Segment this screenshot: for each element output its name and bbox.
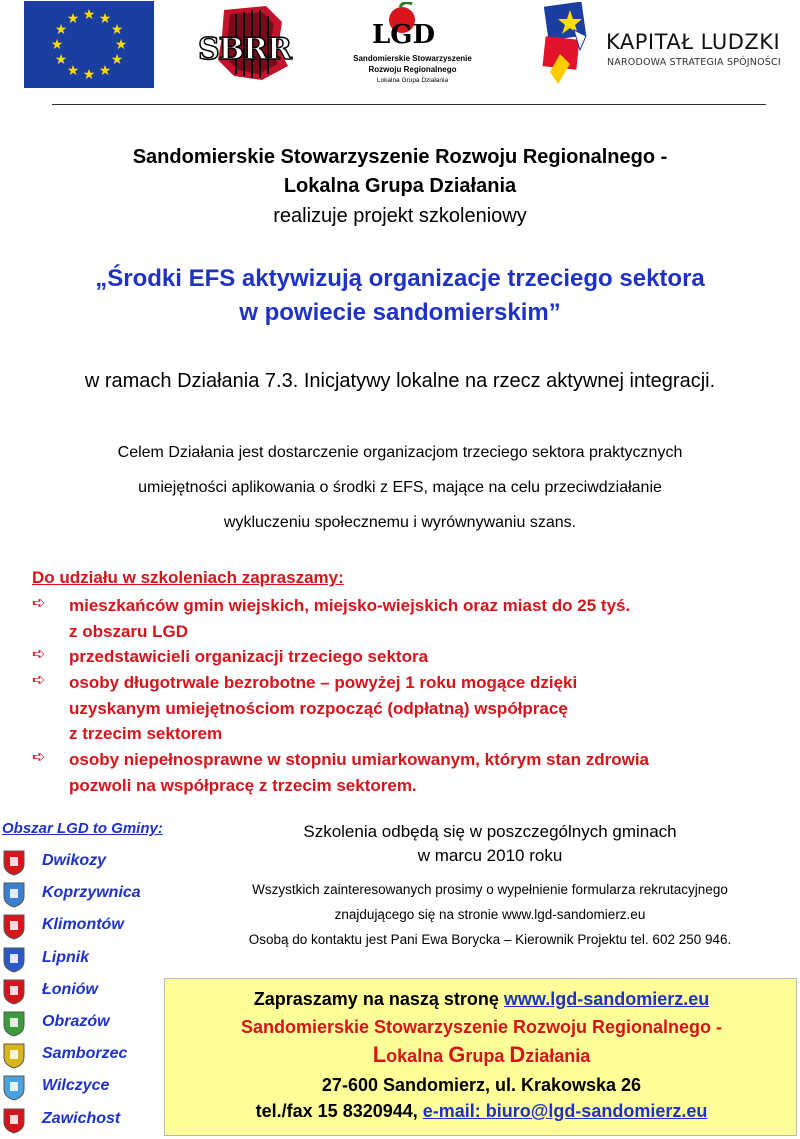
coat-of-arms-icon <box>3 947 25 973</box>
svg-text:★: ★ <box>66 63 80 79</box>
invite-item-line: pozwoli na współpracę z trzecim sektorem. <box>69 775 417 795</box>
contact-invite-text: Zapraszamy na naszą stronę <box>253 989 504 1009</box>
gmina-name: Klimontów <box>42 916 124 934</box>
lgd-word-rupa: rupa <box>465 1046 510 1066</box>
svg-text:★: ★ <box>54 22 68 38</box>
svg-text:★: ★ <box>66 11 80 27</box>
lgd-word-dzialania: ziałania <box>525 1046 591 1066</box>
org-name-line2: Lokalna Grupa Działania <box>283 175 517 197</box>
gminy-heading: Obszar LGD to Gminy: <box>2 820 163 837</box>
coat-of-arms-icon <box>3 979 25 1005</box>
gmina-name: Wilczyce <box>42 1077 110 1095</box>
arrow-right-icon: ➪ <box>32 672 46 689</box>
invite-item-line: mieszkańców gmin wiejskich, miejsko-wiejskich oraz miast do 25 tyś. <box>69 596 631 615</box>
lgd-logo <box>350 2 475 88</box>
invite-item-line: uzyskanym umiejętnościom rozpocząć (odpłatną) współpracę <box>69 698 568 718</box>
coat-of-arms-icon <box>3 1075 25 1101</box>
lgd-logo-text: LGD <box>372 20 436 50</box>
sbrr-logo-text: SBRR <box>198 32 291 67</box>
svg-text:★: ★ <box>54 52 68 68</box>
invite-item-line: osoby niepełnosprawne w stopniu umiarkowanym, którym stan zdrowia <box>69 750 650 769</box>
contact-lgd-line <box>165 1042 798 1068</box>
website-link[interactable]: www.lgd-sandomierz.eu <box>503 989 710 1009</box>
coat-of-arms-icon <box>3 914 25 940</box>
eu-flag-logo <box>24 1 154 88</box>
svg-text:★: ★ <box>50 37 64 53</box>
coat-of-arms-icon <box>3 850 25 876</box>
contact-address: 27-600 Sandomierz, ul. Krakowska 26 <box>321 1075 642 1095</box>
svg-text:★: ★ <box>110 52 124 68</box>
svg-text:★: ★ <box>114 37 128 53</box>
invite-item-line: z trzecim sektorem <box>69 724 223 743</box>
svg-text:★: ★ <box>82 7 96 23</box>
gmina-name: Samborzec <box>42 1045 128 1063</box>
svg-text:★: ★ <box>82 67 96 83</box>
project-title-line2: w powiecie sandomierskim” <box>239 299 561 326</box>
invite-item-line: przedstawicieli organizacji trzeciego sektora <box>69 647 429 666</box>
invite-item-line: z obszaru LGD <box>69 621 189 641</box>
training-line1: Szkolenia odbędą się w poszczególnych gminach <box>303 822 677 841</box>
svg-text:★: ★ <box>98 63 112 79</box>
training-line2: w marcu 2010 roku <box>417 846 563 865</box>
email-link[interactable]: e-mail: biuro@lgd-sandomierz.eu <box>422 1101 708 1121</box>
arrow-right-icon: ➪ <box>32 595 46 612</box>
svg-text:★: ★ <box>110 22 124 38</box>
coat-of-arms-icon <box>3 1011 25 1037</box>
lgd-initial-l: L <box>372 1042 387 1067</box>
gmina-name: Zawichost <box>42 1109 121 1127</box>
goal-line3: wykluczeniu społecznemu i wyrównywaniu szans. <box>223 514 577 531</box>
info-line2: znajdującego się na stronie www.lgd-sandomierz.eu <box>334 907 646 922</box>
lgd-initial-d: D <box>509 1042 526 1067</box>
realizuje-text: realizuje projekt szkoleniowy <box>273 205 527 227</box>
invite-item-line: osoby długotrwale bezrobotne – powyżej 1 roku mogące dzięki <box>69 673 578 692</box>
contact-phone: tel./fax 15 8320944, <box>255 1101 423 1121</box>
coat-of-arms-icon <box>3 1108 25 1134</box>
lgd-logo-line3: Lokalna Grupa Działania <box>376 77 449 84</box>
gmina-name: Łoniów <box>42 980 98 998</box>
lgd-logo-line1: Sandomierskie Stowarzyszenie <box>353 54 472 63</box>
project-title-line1: „Środki EFS aktywizują organizacje trzeciego sektora <box>95 265 705 292</box>
contact-phone-line <box>165 1101 798 1122</box>
kapital-ludzki-title: KAPITAŁ LUDZKI <box>606 30 781 54</box>
sbrr-logo <box>196 4 306 84</box>
header-divider <box>52 104 766 105</box>
invite-heading: Do udziału w szkoleniach zapraszamy: <box>32 568 344 587</box>
gmina-name: Koprzywnica <box>42 884 141 902</box>
arrow-right-icon: ➪ <box>32 749 46 766</box>
goal-line2: umiejętności aplikowania o środki z EFS, mające na celu przeciwdziałanie <box>138 479 662 496</box>
lgd-word-okalna: okalna <box>386 1046 449 1066</box>
action-line: w ramach Działania 7.3. Inicjatywy lokalne na rzecz aktywnej integracji. <box>84 370 716 392</box>
coat-of-arms-icon <box>3 1043 25 1069</box>
contact-box <box>164 978 797 1136</box>
contact-invite-line <box>165 989 798 1010</box>
svg-text:★: ★ <box>98 11 112 27</box>
coat-of-arms-icon <box>3 882 25 908</box>
info-line3: Osobą do kontaktu jest Pani Ewa Borycka – Kierownik Projektu tel. 602 250 946. <box>248 932 732 947</box>
goal-line1: Celem Działania jest dostarczenie organizacjom trzeciego sektora praktycznych <box>117 444 683 461</box>
contact-org-line: Sandomierskie Stowarzyszenie Rozwoju Regionalnego - <box>240 1017 723 1037</box>
org-name-line1: Sandomierskie Stowarzyszenie Rozwoju Regionalnego - <box>132 146 668 168</box>
arrow-right-icon: ➪ <box>32 646 46 663</box>
info-line1: Wszystkich zainteresowanych prosimy o wypełnienie formularza rekrutacyjnego <box>252 882 728 897</box>
gmina-name: Obrazów <box>42 1013 110 1030</box>
kapital-ludzki-logo <box>540 2 800 86</box>
gmina-name: Dwikozy <box>42 852 107 869</box>
gmina-name: Lipnik <box>42 948 90 966</box>
lgd-logo-line2: Rozwoju Regionalnego <box>368 65 457 74</box>
lgd-initial-g: G <box>448 1042 466 1067</box>
kapital-ludzki-subtitle: NARODOWA STRATEGIA SPÓJNOŚCI <box>607 57 781 68</box>
